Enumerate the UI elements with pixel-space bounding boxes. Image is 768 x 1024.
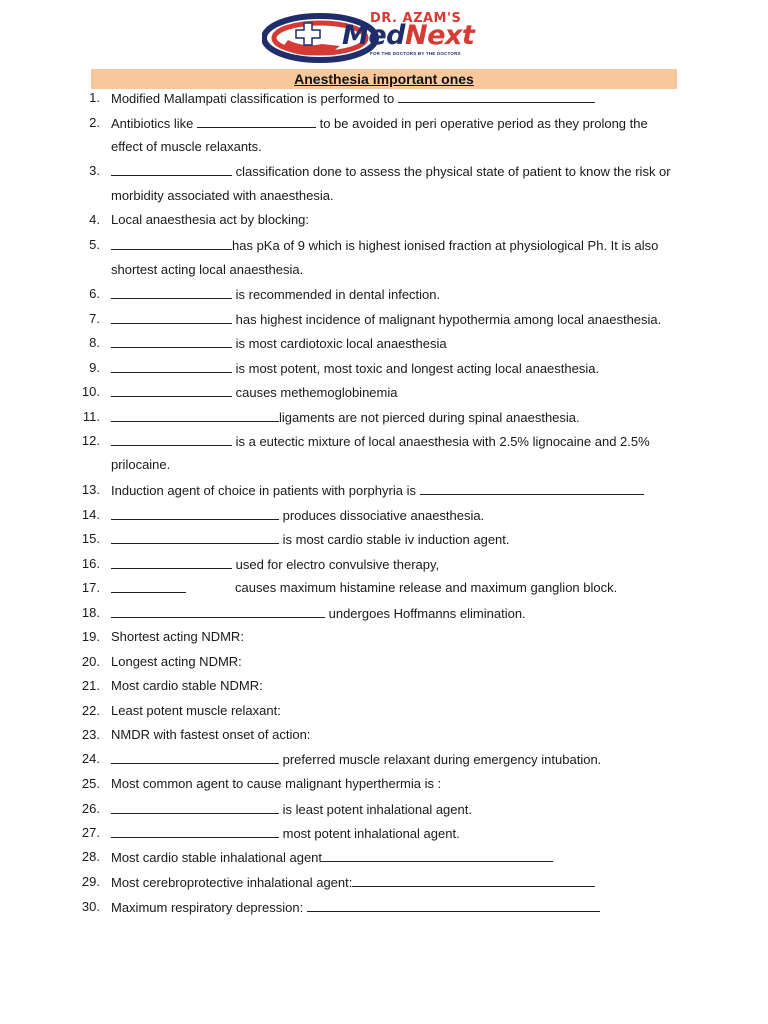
question-text [111, 409, 580, 426]
question-number: 9. [89, 360, 100, 375]
question-text-part: produces dissociative anaesthesia. [279, 508, 485, 523]
question-text [111, 311, 661, 328]
question-number: 6. [89, 286, 100, 301]
answer-blank[interactable] [307, 899, 600, 912]
question-text [111, 899, 600, 916]
question-number: 16. [81, 556, 100, 571]
answer-blank[interactable] [111, 384, 232, 397]
question-text [111, 678, 263, 694]
question-continuation-text: morbidity associated with anaesthesia. [111, 188, 334, 203]
question-number: 22. [81, 703, 100, 718]
answer-blank[interactable] [111, 801, 279, 814]
question-text [111, 433, 650, 450]
question-text-part: is a eutectic mixture of local anaesthesia with 2.5% lignocaine and 2.5% [232, 434, 650, 449]
question-number: 3. [89, 163, 100, 178]
logo-tagline: FOR THE DOCTORS BY THE DOCTORS [370, 51, 461, 56]
question-text [111, 776, 441, 792]
question-text-part: is recommended in dental infection. [232, 287, 441, 302]
question-text-part: Most cardio stable NDMR: [111, 678, 263, 693]
question-text-part: Local anaesthesia act by blocking: [111, 212, 310, 227]
question-text [111, 727, 310, 743]
question-text-part: Most common agent to cause malignant hyperthermia is : [111, 776, 442, 791]
question-text [111, 703, 281, 719]
worksheet-title: Anesthesia important ones [294, 71, 474, 87]
question-text [111, 163, 671, 180]
question-text-part: ligaments are not pierced during spinal anaesthesia. [279, 410, 580, 425]
question-text [111, 531, 510, 548]
answer-blank[interactable] [111, 409, 279, 422]
answer-blank[interactable] [398, 90, 595, 103]
question-text [111, 384, 397, 401]
question-number: 17. [81, 580, 100, 595]
answer-blank[interactable] [111, 531, 279, 544]
medinext-logo [262, 8, 512, 66]
answer-blank[interactable] [111, 286, 232, 299]
question-number: 8. [89, 335, 100, 350]
question-text [111, 580, 618, 597]
question-number: 5. [89, 237, 100, 252]
question-text-part: is most potent, most toxic and longest acting local anaesthesia. [232, 361, 600, 376]
question-text [111, 115, 648, 132]
question-text [111, 237, 658, 254]
question-continuation-text: effect of muscle relaxants. [111, 139, 262, 154]
question-text-part: is least potent inhalational agent. [279, 802, 472, 817]
question-text [111, 825, 460, 842]
question-text [111, 482, 644, 499]
question-text [111, 605, 526, 622]
worksheet-title-bar [91, 69, 677, 89]
question-number: 10. [81, 384, 100, 399]
question-text [111, 212, 309, 228]
question-text [111, 751, 601, 768]
question-text-part: causes maximum histamine release and maximum ganglion block. [235, 580, 618, 595]
answer-blank[interactable] [111, 433, 232, 446]
question-number: 1. [89, 90, 100, 105]
question-text-part: has highest incidence of malignant hypothermia among local anaesthesia. [232, 312, 662, 327]
question-text [111, 874, 595, 891]
question-text [111, 556, 439, 573]
logo-wordmark [342, 20, 474, 51]
question-text-part: NMDR with fastest onset of action: [111, 727, 311, 742]
question-text-part: most potent inhalational agent. [279, 826, 460, 841]
question-text-part: Maximum respiratory depression: [111, 900, 307, 915]
answer-blank[interactable] [111, 507, 279, 520]
logo-brand-top: DR. AZAM'S [370, 11, 462, 26]
answer-blank[interactable] [111, 335, 232, 348]
question-text [111, 507, 484, 524]
question-text [111, 360, 599, 377]
question-text-part: Most cerebroprotective inhalational agent: [111, 875, 353, 890]
question-text-part: undergoes Hoffmanns elimination. [325, 606, 526, 621]
question-number: 7. [89, 311, 100, 326]
question-number: 28. [81, 849, 100, 864]
question-number: 27. [81, 825, 100, 840]
question-number: 14. [81, 507, 100, 522]
question-number: 11. [82, 409, 100, 424]
question-number: 13. [81, 482, 100, 497]
question-text [111, 629, 244, 645]
question-number: 29. [81, 874, 100, 889]
question-number: 4. [89, 212, 100, 227]
question-text-part: used for electro convulsive therapy, [232, 557, 440, 572]
question-continuation-text: prilocaine. [111, 457, 171, 472]
answer-blank[interactable] [111, 163, 232, 176]
answer-blank[interactable] [111, 237, 232, 250]
answer-blank[interactable] [111, 556, 232, 569]
question-continuation-text: shortest acting local anaesthesia. [111, 262, 304, 277]
answer-blank[interactable] [111, 580, 186, 593]
question-number: 24. [81, 751, 100, 766]
answer-blank[interactable] [111, 825, 279, 838]
question-number: 20. [81, 654, 100, 669]
question-number: 30. [81, 899, 100, 914]
question-number: 25. [81, 776, 100, 791]
question-number: 15. [81, 531, 100, 546]
question-text [111, 849, 553, 866]
question-text-part: to be avoided in peri operative period as they prolong the [315, 116, 648, 131]
question-text-part: Induction agent of choice in patients with porphyria is [111, 483, 420, 498]
answer-blank[interactable] [420, 482, 644, 495]
question-text-part: is most cardio stable iv induction agent. [279, 532, 510, 547]
question-text [111, 801, 472, 818]
question-text-part: has pKa of 9 which is highest ionised fraction at physiological Ph. It is also [232, 238, 659, 253]
answer-blank[interactable] [322, 849, 553, 862]
logo-word-next: Next [405, 20, 475, 51]
logo-word-med: Med [342, 20, 406, 51]
question-number: 21. [81, 678, 100, 693]
question-text-part: preferred muscle relaxant during emergency intubation. [279, 752, 602, 767]
answer-blank[interactable] [352, 874, 595, 887]
question-number: 19. [81, 629, 100, 644]
question-text [111, 286, 440, 303]
question-text-part: classification done to assess the physical state of patient to know the risk or [232, 164, 671, 179]
question-number: 12. [81, 433, 100, 448]
question-text-part: Modified Mallampati classification is performed to [111, 91, 398, 106]
question-text [111, 335, 447, 352]
answer-blank[interactable] [111, 751, 279, 764]
answer-blank[interactable] [111, 311, 232, 324]
question-text-part: Shortest acting NDMR: [111, 629, 244, 644]
question-text [111, 90, 595, 107]
question-text-part: is most cardiotoxic local anaesthesia [232, 336, 447, 351]
question-number: 18. [81, 605, 100, 620]
question-number: 2. [89, 115, 100, 130]
question-text-part: causes methemoglobinemia [232, 385, 398, 400]
question-text-part: Least potent muscle relaxant: [111, 703, 281, 718]
question-number: 26. [81, 801, 100, 816]
question-text-part: Antibiotics like [111, 116, 197, 131]
answer-blank[interactable] [111, 605, 325, 618]
question-text-part: Most cardio stable inhalational agent [111, 850, 323, 865]
question-text-part: Longest acting NDMR: [111, 654, 242, 669]
question-text [111, 654, 242, 670]
answer-blank[interactable] [197, 115, 316, 128]
answer-blank[interactable] [111, 360, 232, 373]
question-number: 23. [81, 727, 100, 742]
